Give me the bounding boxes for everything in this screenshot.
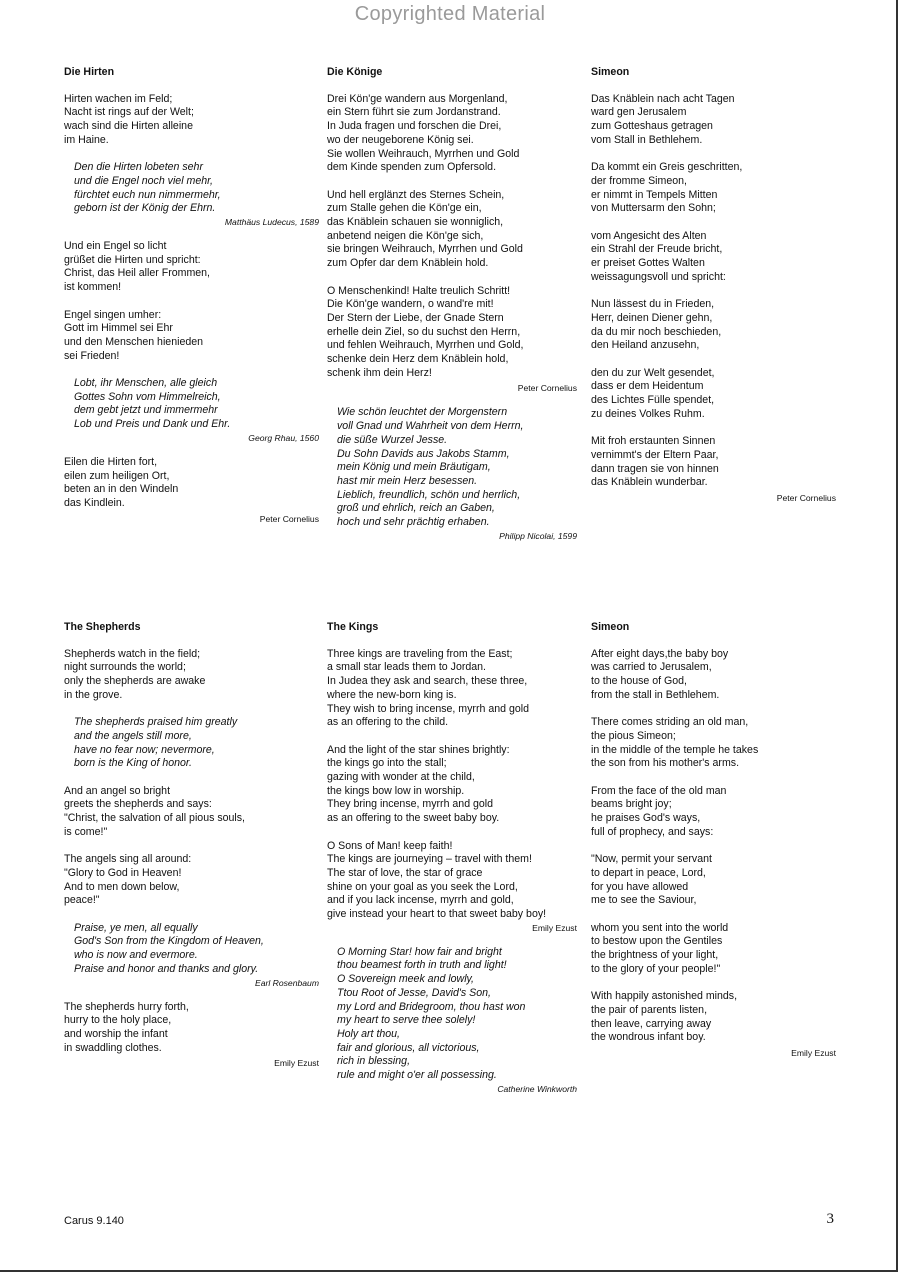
verse-line: There comes striding an old man, bbox=[591, 716, 749, 729]
verse-line: Und ein Engel so licht bbox=[64, 240, 167, 253]
stanza bbox=[64, 309, 319, 364]
verse-line: to the house of God, bbox=[591, 675, 688, 688]
italic-stanza bbox=[64, 716, 319, 771]
verse-line: greets the shepherds and says: bbox=[64, 798, 212, 811]
verse-line: only the shepherds are awake bbox=[64, 675, 206, 688]
verse-line: Der Stern der Liebe, der Gnade Stern bbox=[327, 311, 504, 324]
verse-line: vom Angesicht des Alten bbox=[591, 229, 707, 242]
verse-line: groß und ehrlich, reich an Gaben, bbox=[337, 502, 495, 515]
verse-line: schenk ihm dein Herz! bbox=[327, 366, 432, 379]
verse-line: Die Kön'ge wandern, o wand're mit! bbox=[327, 298, 494, 311]
poem-title: The Shepherds bbox=[64, 621, 141, 633]
verse-line: das Kindlein. bbox=[64, 496, 125, 509]
verse-line: Hirten wachen im Feld; bbox=[64, 92, 173, 105]
stanza bbox=[591, 990, 836, 1045]
verse-line: Eilen die Hirten fort, bbox=[64, 455, 158, 468]
verse-line: shine on your goal as you seek the Lord, bbox=[327, 880, 518, 893]
verse-line: im Haine. bbox=[64, 133, 109, 146]
verse-line: the kings bow low in worship. bbox=[327, 784, 465, 797]
verse-line: night surrounds the world; bbox=[64, 661, 186, 674]
verse-line: geborn ist der König der Ehrn. bbox=[74, 202, 216, 215]
verse-line: und den Menschen hienieden bbox=[64, 335, 204, 348]
verse-line: and if you lack incense, myrrh and gold, bbox=[327, 894, 514, 907]
attribution: Earl Rosenbaum bbox=[254, 977, 319, 988]
stanza bbox=[591, 922, 836, 977]
stanza bbox=[64, 648, 319, 703]
column-simeon-de bbox=[591, 66, 836, 516]
poem-title: Simeon bbox=[591, 66, 630, 78]
poem-title: Die Könige bbox=[327, 66, 383, 78]
verse-line: The angels sing all around: bbox=[64, 853, 192, 866]
verse-line: full of prophecy, and says: bbox=[591, 825, 714, 838]
verse-line: ward gen Jerusalem bbox=[591, 106, 687, 119]
attribution: Peter Cornelius bbox=[517, 383, 577, 394]
stanza bbox=[591, 93, 836, 148]
verse-line: Drei Kön'ge wandern aus Morgenland, bbox=[327, 92, 508, 105]
stanza bbox=[64, 93, 319, 148]
verse-line: schenke dein Herz dem Knäblein hold, bbox=[327, 353, 509, 366]
verse-line: Du Sohn Davids aus Jakobs Stamm, bbox=[337, 447, 510, 460]
verse-line: give instead your heart to that sweet baby boy! bbox=[327, 908, 547, 921]
verse-line: thou beamest forth in truth and light! bbox=[337, 959, 507, 972]
verse-line: wo der neugeborene König sei. bbox=[327, 133, 474, 146]
verse-line: God's Son from the Kingdom of Heaven, bbox=[74, 935, 264, 948]
verse-line: They wish to bring incense, myrrh and gold bbox=[327, 702, 529, 715]
verse-line: whom you sent into the world bbox=[591, 921, 729, 934]
verse-line: dem Kinde spenden zum Opfersold. bbox=[327, 161, 497, 174]
verse-line: the son from his mother's arms. bbox=[591, 757, 740, 770]
verse-line: in swaddling clothes. bbox=[64, 1041, 162, 1054]
verse-line: he praises God's ways, bbox=[591, 812, 701, 825]
verse-line: And the light of the star shines brightly: bbox=[327, 743, 510, 756]
verse-line: where the new-born king is. bbox=[327, 688, 457, 701]
verse-line: grüßet die Hirten und spricht: bbox=[64, 253, 201, 266]
verse-line: O Menschenkind! Halte treulich Schritt! bbox=[327, 284, 511, 297]
verse-line: The shepherds praised him greatly bbox=[74, 716, 238, 729]
column-die-koenige bbox=[327, 66, 577, 554]
verse-line: zum Gotteshaus getragen bbox=[591, 120, 713, 133]
verse-line: dass er dem Heidentum bbox=[591, 380, 704, 393]
verse-line: Nun lässest du in Frieden, bbox=[591, 298, 715, 311]
verse-line: Gottes Sohn vom Himmelreich, bbox=[74, 390, 221, 403]
stanza bbox=[327, 840, 577, 922]
verse-line: then leave, carrying away bbox=[591, 1017, 712, 1030]
verse-line: have no fear now; nevermore, bbox=[74, 743, 215, 756]
verse-line: Das Knäblein nach acht Tagen bbox=[591, 92, 735, 105]
verse-line: born is the King of honor. bbox=[74, 757, 192, 770]
italic-stanza bbox=[64, 161, 319, 216]
italic-stanza bbox=[327, 946, 577, 1083]
verse-line: in the middle of the temple he takes bbox=[591, 743, 759, 756]
attribution: Matthäus Ludecus, 1589 bbox=[224, 217, 319, 228]
verse-line: Shepherds watch in the field; bbox=[64, 647, 201, 660]
verse-line: who is now and evermore. bbox=[74, 949, 198, 962]
verse-line: voll Gnad und Wahrheit von dem Herrn, bbox=[337, 420, 524, 433]
verse-line: In Juda fragen und forschen die Drei, bbox=[327, 120, 502, 133]
stanza bbox=[327, 93, 577, 175]
verse-line: Lob und Preis und Dank und Ehr. bbox=[74, 418, 231, 431]
verse-line: Three kings are traveling from the East; bbox=[327, 647, 513, 660]
verse-line: fair and glorious, all victorious, bbox=[337, 1041, 480, 1054]
verse-line: Ttou Root of Jesse, David's Son, bbox=[337, 986, 491, 999]
verse-line: Da kommt ein Greis geschritten, bbox=[591, 161, 743, 174]
verse-line: dem gebt jetzt und immermehr bbox=[74, 404, 218, 417]
verse-line: vom Stall in Bethlehem. bbox=[591, 133, 703, 146]
stanza bbox=[64, 785, 319, 840]
verse-line: the wondrous infant boy. bbox=[591, 1031, 706, 1044]
verse-line: the pair of parents listen, bbox=[591, 1003, 708, 1016]
verse-line: From the face of the old man bbox=[591, 784, 727, 797]
verse-line: Herr, deinen Diener gehn, bbox=[591, 311, 713, 324]
verse-line: eilen zum heiligen Ort, bbox=[64, 469, 170, 482]
verse-line: er nimmt in Tempels Mitten bbox=[591, 188, 718, 201]
verse-line: Holy art thou, bbox=[337, 1027, 401, 1040]
poem-title: Die Hirten bbox=[64, 66, 115, 78]
verse-line: wach sind die Hirten alleine bbox=[64, 120, 193, 133]
verse-line: Nacht ist rings auf der Welt; bbox=[64, 106, 194, 119]
stanza bbox=[64, 456, 319, 511]
italic-stanza bbox=[64, 922, 319, 977]
column-the-shepherds bbox=[64, 621, 319, 1081]
verse-line: weissagungsvoll und spricht: bbox=[591, 270, 726, 283]
page-number: 3 bbox=[826, 1211, 834, 1227]
stanza bbox=[591, 716, 836, 771]
attribution: Peter Cornelius bbox=[259, 513, 319, 524]
poem-title: Simeon bbox=[591, 621, 630, 633]
verse-line: hast mir mein Herz besessen. bbox=[337, 474, 478, 487]
verse-line: Praise and honor and thanks and glory. bbox=[74, 962, 259, 975]
verse-line: das Knäblein schauen sie wonniglich, bbox=[327, 216, 504, 229]
stanza bbox=[64, 240, 319, 295]
verse-line: sie bringen Weihrauch, Myrrhen und Gold bbox=[327, 243, 523, 256]
verse-line: "Now, permit your servant bbox=[591, 853, 712, 866]
verse-line: The kings are journeying – travel with them! bbox=[327, 853, 532, 866]
stanza bbox=[591, 853, 836, 908]
verse-line: from the stall in Bethlehem. bbox=[591, 688, 720, 701]
verse-line: vernimmt's der Eltern Paar, bbox=[591, 448, 719, 461]
verse-line: er preiset Gottes Walten bbox=[591, 257, 705, 270]
attribution: Philipp Nicolai, 1599 bbox=[499, 530, 577, 541]
verse-line: And to men down below, bbox=[64, 880, 180, 893]
verse-line: Praise, ye men, all equally bbox=[74, 921, 198, 934]
verse-line: Gott im Himmel sei Ehr bbox=[64, 322, 173, 335]
verse-line: Den die Hirten lobeten sehr bbox=[74, 161, 203, 174]
verse-line: my Lord and Bridegroom, thou hast won bbox=[337, 1000, 526, 1013]
verse-line: erhelle dein Ziel, so du suchst den Herrn, bbox=[327, 325, 521, 338]
verse-line: fürchtet euch nun nimmermehr, bbox=[74, 188, 221, 201]
verse-line: des Lichtes Fülle spendet, bbox=[591, 394, 715, 407]
stanza bbox=[591, 367, 836, 422]
verse-line: und die Engel noch viel mehr, bbox=[74, 174, 213, 187]
verse-line: zum Stalle gehen die Kön'ge ein, bbox=[327, 202, 482, 215]
verse-line: the kings go into the stall; bbox=[327, 757, 447, 770]
verse-line: Christ, das Heil aller Frommen, bbox=[64, 267, 210, 280]
verse-line: ein Strahl der Freude bricht, bbox=[591, 243, 723, 256]
attribution: Catherine Winkworth bbox=[497, 1083, 577, 1094]
attribution: Peter Cornelius bbox=[776, 493, 836, 504]
stanza bbox=[327, 648, 577, 730]
verse-line: me to see the Saviour, bbox=[591, 894, 697, 907]
verse-line: The shepherds hurry forth, bbox=[64, 1000, 189, 1013]
verse-line: den Heiland anzusehn, bbox=[591, 339, 700, 352]
verse-line: peace!" bbox=[64, 894, 100, 907]
verse-line: rule and might o'er all possessing. bbox=[337, 1069, 497, 1082]
verse-line: Und hell erglänzt des Sternes Schein, bbox=[327, 188, 505, 201]
verse-line: von Muttersarm den Sohn; bbox=[591, 202, 716, 215]
verse-line: Lobt, ihr Menschen, alle gleich bbox=[74, 377, 218, 390]
verse-line: anbetend neigen die Kön'ge sich, bbox=[327, 229, 484, 242]
verse-line: my heart to serve thee solely! bbox=[337, 1014, 476, 1027]
attribution: Emily Ezust bbox=[791, 1048, 836, 1059]
verse-line: gazing with wonder at the child, bbox=[327, 771, 475, 784]
verse-line: and worship the infant bbox=[64, 1027, 168, 1040]
verse-line: und fehlen Weihrauch, Myrrhen und Gold, bbox=[327, 339, 524, 352]
verse-line: was carried to Jerusalem, bbox=[591, 661, 712, 674]
verse-line: beten an in den Windeln bbox=[64, 483, 179, 496]
verse-line: der fromme Simeon, bbox=[591, 174, 687, 187]
verse-line: to depart in peace, Lord, bbox=[591, 866, 706, 879]
verse-line: O Morning Star! how fair and bright bbox=[337, 945, 502, 958]
verse-line: ein Stern führt sie zum Jordanstrand. bbox=[327, 106, 501, 119]
stanza bbox=[591, 435, 836, 490]
verse-line: Engel singen umher: bbox=[64, 308, 162, 321]
verse-line: ist kommen! bbox=[64, 281, 122, 294]
column-die-hirten bbox=[64, 66, 319, 537]
verse-line: With happily astonished minds, bbox=[591, 990, 738, 1003]
verse-line: zu deines Volkes Ruhm. bbox=[591, 407, 705, 420]
verse-line: rich in blessing, bbox=[337, 1055, 411, 1068]
poem-title: The Kings bbox=[327, 621, 379, 633]
italic-stanza bbox=[327, 406, 577, 529]
verse-line: for you have allowed bbox=[591, 880, 689, 893]
verse-line: hurry to the holy place, bbox=[64, 1014, 172, 1027]
verse-line: to bestow upon the Gentiles bbox=[591, 935, 723, 948]
stanza bbox=[64, 1001, 319, 1056]
column-simeon-en bbox=[591, 621, 836, 1071]
verse-line: Lieblich, freundlich, schön und herrlich, bbox=[337, 488, 521, 501]
stanza bbox=[591, 230, 836, 285]
verse-line: mein König und mein Bräutigam, bbox=[337, 461, 491, 474]
stanza bbox=[591, 785, 836, 840]
attribution: Georg Rhau, 1560 bbox=[248, 432, 319, 443]
stanza bbox=[64, 853, 319, 908]
verse-line: And an angel so bright bbox=[64, 784, 171, 797]
stanza bbox=[591, 648, 836, 703]
verse-line: "Glory to God in Heaven! bbox=[64, 866, 182, 879]
verse-line: O Sovereign meek and lowly, bbox=[337, 973, 474, 986]
verse-line: a small star leads them to Jordan. bbox=[327, 661, 486, 674]
verse-line: "Christ, the salvation of all pious souls, bbox=[64, 812, 245, 825]
verse-line: The star of love, the star of grace bbox=[327, 866, 483, 879]
verse-line: After eight days,the baby boy bbox=[591, 647, 729, 660]
verse-line: and the angels still more, bbox=[74, 729, 192, 742]
verse-line: as an offering to the child. bbox=[327, 716, 449, 729]
verse-line: in the grove. bbox=[64, 688, 123, 701]
watermark: Copyrighted Material bbox=[354, 3, 546, 25]
verse-line: Mit froh erstaunten Sinnen bbox=[591, 435, 716, 448]
verse-line: the pious Simeon; bbox=[591, 729, 676, 742]
catalog-number: Carus 9.140 bbox=[64, 1215, 124, 1227]
verse-line: die süße Wurzel Jesse. bbox=[337, 433, 448, 446]
verse-line: da du mir noch beschieden, bbox=[591, 325, 722, 338]
stanza bbox=[327, 744, 577, 826]
verse-line: is come!" bbox=[64, 825, 108, 838]
verse-line: beams bright joy; bbox=[591, 798, 672, 811]
verse-line: sei Frieden! bbox=[64, 349, 120, 362]
verse-line: den du zur Welt gesendet, bbox=[591, 366, 715, 379]
verse-line: They bring incense, myrrh and gold bbox=[327, 798, 494, 811]
verse-line: dann tragen sie von hinnen bbox=[591, 462, 719, 475]
attribution: Emily Ezust bbox=[274, 1058, 319, 1069]
verse-line: hoch und sehr prächtig erhaben. bbox=[337, 516, 490, 529]
column-the-kings bbox=[327, 621, 577, 1107]
verse-line: to the glory of your people!" bbox=[591, 962, 721, 975]
italic-stanza bbox=[64, 377, 319, 432]
verse-line: das Knäblein wunderbar. bbox=[591, 476, 708, 489]
verse-line: Sie wollen Weihrauch, Myrrhen und Gold bbox=[327, 147, 520, 160]
verse-line: as an offering to the sweet baby boy. bbox=[327, 812, 500, 825]
verse-line: Wie schön leuchtet der Morgenstern bbox=[337, 406, 508, 419]
stanza bbox=[327, 189, 577, 271]
verse-line: O Sons of Man! keep faith! bbox=[327, 839, 453, 852]
attribution: Emily Ezust bbox=[532, 922, 577, 933]
verse-line: zum Opfer dar dem Knäblein hold. bbox=[327, 257, 489, 270]
stanza bbox=[327, 285, 577, 381]
stanza bbox=[591, 298, 836, 353]
verse-line: In Judea they ask and search, these three, bbox=[327, 675, 528, 688]
verse-line: the brightness of your light, bbox=[591, 949, 719, 962]
stanza bbox=[591, 161, 836, 216]
